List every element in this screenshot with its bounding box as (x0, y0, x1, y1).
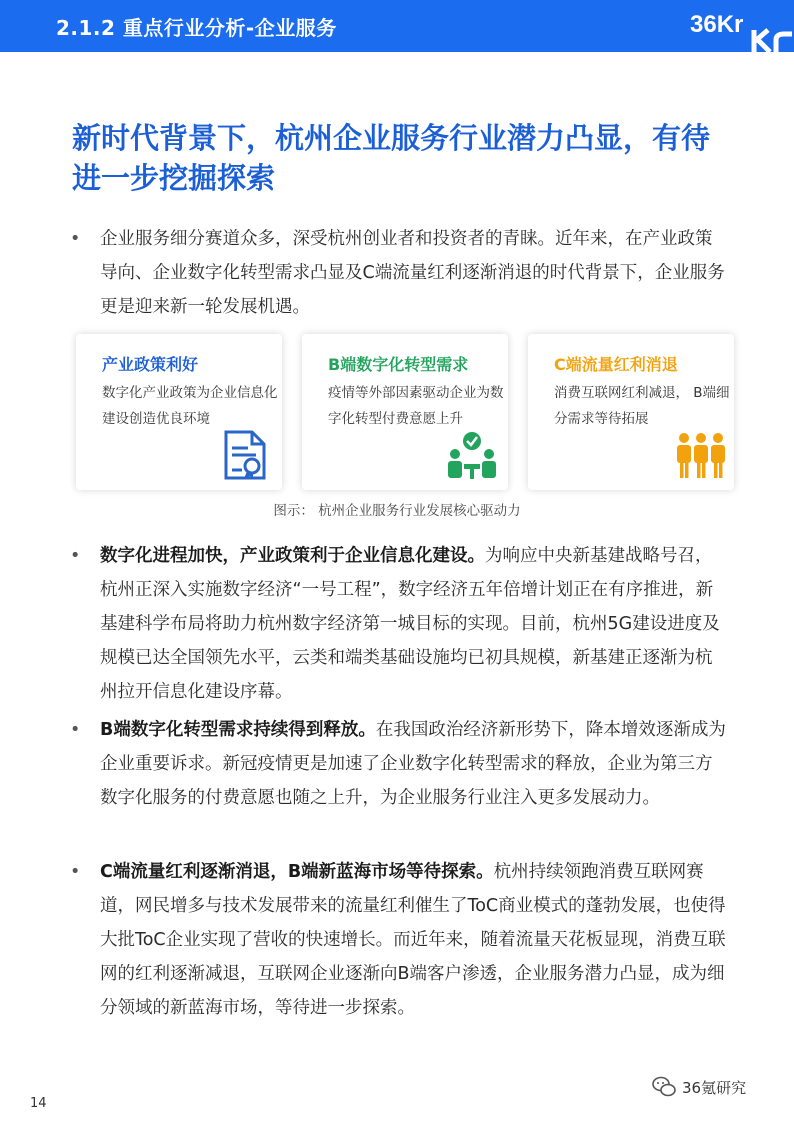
bullet-lead: C端流量红利逐渐消退，B端新蓝海市场等待探索。 (100, 862, 494, 882)
36kr-logo (684, 0, 794, 52)
bullet-body: 在我国政治经济新形势下，降本增效逐渐成为企业重要诉求。新冠疫情更是加速了企业数字化转型需求的释放，企业为第三方数字化服务的付费意愿也随之上升，为企业服务行业注入更多发展动力。 (100, 720, 726, 808)
card-title: B端数字化转型需求 (328, 355, 469, 374)
driver-card-policy (76, 334, 282, 490)
wechat-name: 36氪研究 (682, 1078, 747, 1097)
bullet-body: 为响应中央新基建战略号召，杭州正深入实施数字经济“一号工程”，数字经济五年倍增计划正在有序推进，新基建科学布局将助力杭州数字经济第一城目标的实现。目前，杭州5G建设进度及规模已达全国领先水平，云类和端类基础设施均已初具规模，新基建正逐渐为杭州拉开信息化建设序幕。 (100, 546, 720, 702)
driver-card-digital (302, 334, 508, 490)
driver-card-traffic (528, 334, 734, 490)
bullet-body: 杭州持续领跑消费互联网赛道，网民增多与技术发展带来的流量红利催生了ToC商业模式的蓬勃发展，也使得大批ToC企业实现了营收的快速增长。而近年来，随着流量天花板显现，消费互联网的红利逐渐减退，互联网企业逐渐向B端客户渗透，企业服务潜力凸显，成为细分领域的新蓝海市场，等待进一步探索。 (100, 862, 726, 1018)
wechat-icon (652, 1076, 676, 1098)
card-title: C端流量红利消退 (554, 355, 678, 374)
card-text: 数字化产业政策为企业信息化建设创造优良环境 (102, 385, 278, 427)
section-title: 2.1.2 重点行业分析-企业服务 (56, 16, 337, 40)
card-text: 消费互联网红利减退， B端细分需求等待拓展 (554, 385, 730, 427)
bullet-c-side-traffic (100, 855, 726, 1025)
logo-number: 36Kr (690, 11, 744, 38)
intro-bullet: • 企业服务细分赛道众多，深受杭州创业者和投资者的青睐。近年来，在产业政策导向、企业数字化转型需求凸显及C端流量红利逐渐消退的时代背景下，企业服务更是迎来新一轮发展机遇。 (100, 222, 726, 324)
header-bar (0, 0, 794, 52)
page-number: 14 (30, 1096, 47, 1111)
bullet-lead: B端数字化转型需求持续得到释放。 (100, 720, 376, 740)
policy-certificate-icon (222, 430, 270, 480)
people-group-icon (674, 430, 728, 480)
card-text: 疫情等外部因素驱动企业为数字化转型付费意愿上升 (328, 385, 504, 427)
bullet-b-side-demand (100, 713, 726, 815)
team-check-icon (446, 430, 498, 480)
card-title: 产业政策利好 (102, 355, 199, 374)
wechat-account (652, 1076, 746, 1098)
headline: 新时代背景下，杭州企业服务行业潜力凸显，有待进一步挖掘探索 (72, 121, 711, 195)
figure-caption: 图示： 杭州企业服务行业发展核心驱动力 (273, 503, 521, 519)
bullet-digitalization (100, 539, 726, 709)
bullet-lead: 数字化进程加快，产业政策利于企业信息化建设。 (100, 546, 485, 566)
